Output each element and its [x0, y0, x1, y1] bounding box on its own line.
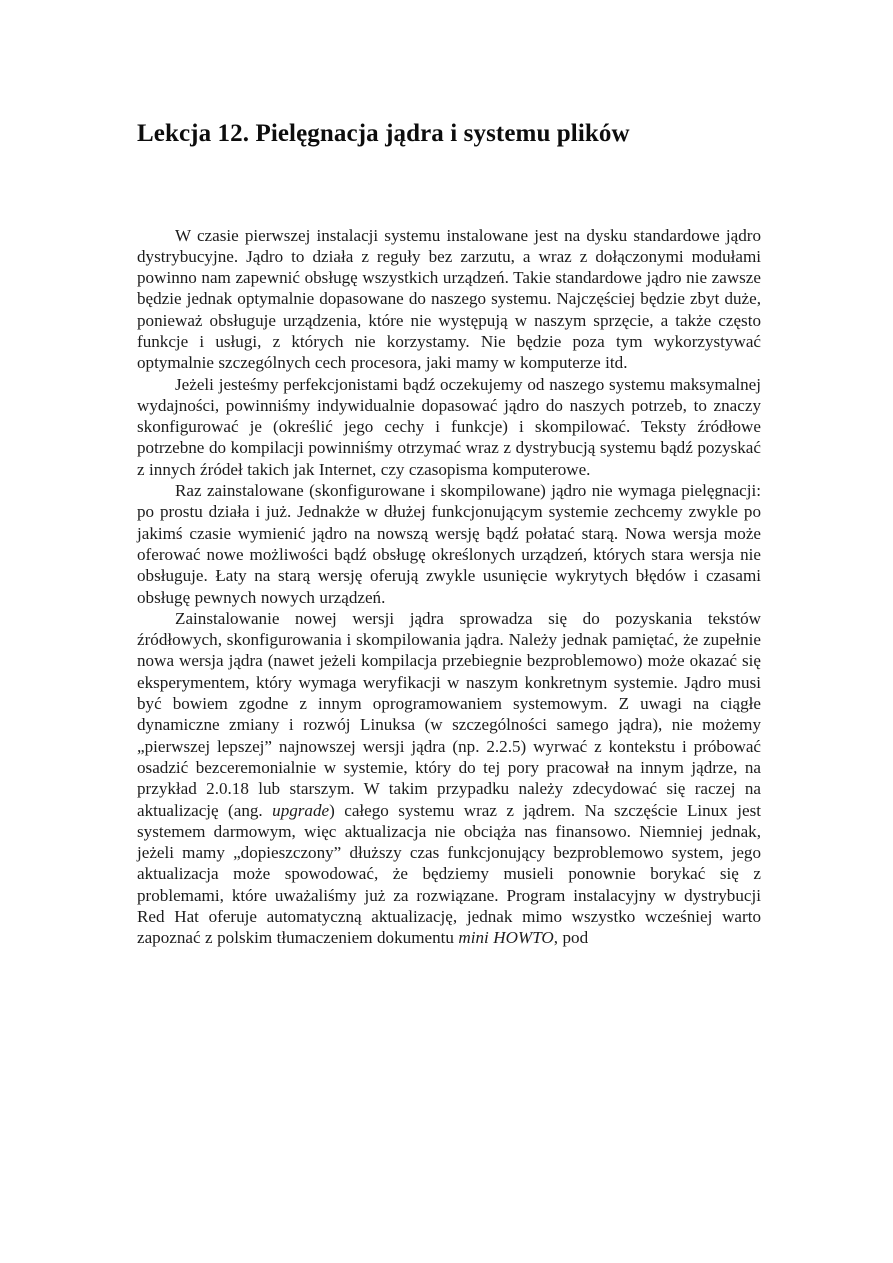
- paragraph-4-part-1: Zainstalowanie nowej wersji jądra sprowadza się do pozyskania tekstów źródłowych, skonfigurowania i skompilowania jądra. Należy jednak pamiętać, że zupełnie nowa wersja jądra (nawet jeżeli kompilacja przebiegnie bezproblemowo) może okazać się eksperymentem, który wymaga weryfikacji w naszym konkretnym systemie. Jądro musi być bowiem zgodne z innym oprogramowaniem systemowym. Z uwagi na ciągłe dynamiczne zmiany i rozwój Linuksa (w szczególności samego jądra), nie możemy „pierwszej lepszej” najnowszej wersji jądra (np. 2.2.5) wyrwać z kontekstu i próbować osadzić bezceremonialnie w systemie, który do tej pory pracował na innym jądrze, na przykład 2.0.18 lub starszym. W takim przypadku należy zdecydować się raczej na aktualizację (ang.: [137, 608, 761, 820]
- body-text: [137, 225, 761, 949]
- paragraph-3: Raz zainstalowane (skonfigurowane i skompilowane) jądro nie wymaga pielęgnacji: po prostu działa i już. Jednakże w dłużej funkcjonującym systemie zechcemy zwykle po jakimś czasie wymienić jądro na nowszą wersję bądź połatać starą. Nowa wersja może oferować nowe możliwości bądź obsługę określonych urządzeń, których stara wersja nie obsługuje. Łaty na starą wersję oferują zwykle usunięcie wykrytych błędów i czasami obsługę pewnych nowych urządzeń.: [137, 481, 761, 607]
- paragraph-1: W czasie pierwszej instalacji systemu instalowane jest na dysku standardowe jądro dystrybucyjne. Jądro to działa z reguły bez zarzutu, a wraz z dołączonymi modułami powinno nam zapewnić obsługę wszystkich urządzeń. Takie standardowe jądro nie zawsze będzie jednak optymalnie dopasowane do naszego systemu. Najczęściej będzie zbyt duże, ponieważ obsługuje urządzenia, które nie występują w naszym sprzęcie, a także często funkcje i usługi, z których nie korzystamy. Nie będzie poza tym wykorzystywać optymalnie szczególnych cech procesora, jaki mamy w komputerze itd.: [137, 225, 761, 373]
- term-mini-howto: mini HOWTO: [458, 928, 554, 948]
- paragraph-4-part-3: , pod: [553, 928, 589, 948]
- paragraph-2: Jeżeli jesteśmy perfekcjonistami bądź oczekujemy od naszego systemu maksymalnej wydajności, powinniśmy indywidualnie dopasować jądro do naszych potrzeb, to znaczy skonfigurować je (określić jego cechy i funkcje) i skompilować. Teksty źródłowe potrzebne do kompilacji powinniśmy otrzymać wraz z dystrybucją systemu bądź pozyskać z innych źródeł takich jak Internet, czy czasopisma komputerowe.: [137, 374, 761, 479]
- paragraph-4-part-2: ) całego systemu wraz z jądrem. Na szczęście Linux jest systemem darmowym, więc aktualizacja nie obciąża nas finansowo. Niemniej jednak, jeżeli mamy „dopieszczony” dłuższy czas funkcjonujący bezproblemowo system, jego aktualizacja może spowodować, że będziemy musieli ponownie borykać się z problemami, które uważaliśmy już za rozwiązane. Program instalacyjny w dystrybucji Red Hat oferuje automatyczną aktualizację, jednak mimo wszystko wcześniej warto zapoznać z polskim tłumaczeniem dokumentu: [137, 800, 761, 948]
- term-upgrade: upgrade: [272, 800, 330, 820]
- chapter-title: Lekcja 12. Pielęgnacja jądra i systemu plików: [137, 120, 630, 147]
- page-content: [137, 0, 761, 949]
- paragraph-4: [137, 608, 761, 949]
